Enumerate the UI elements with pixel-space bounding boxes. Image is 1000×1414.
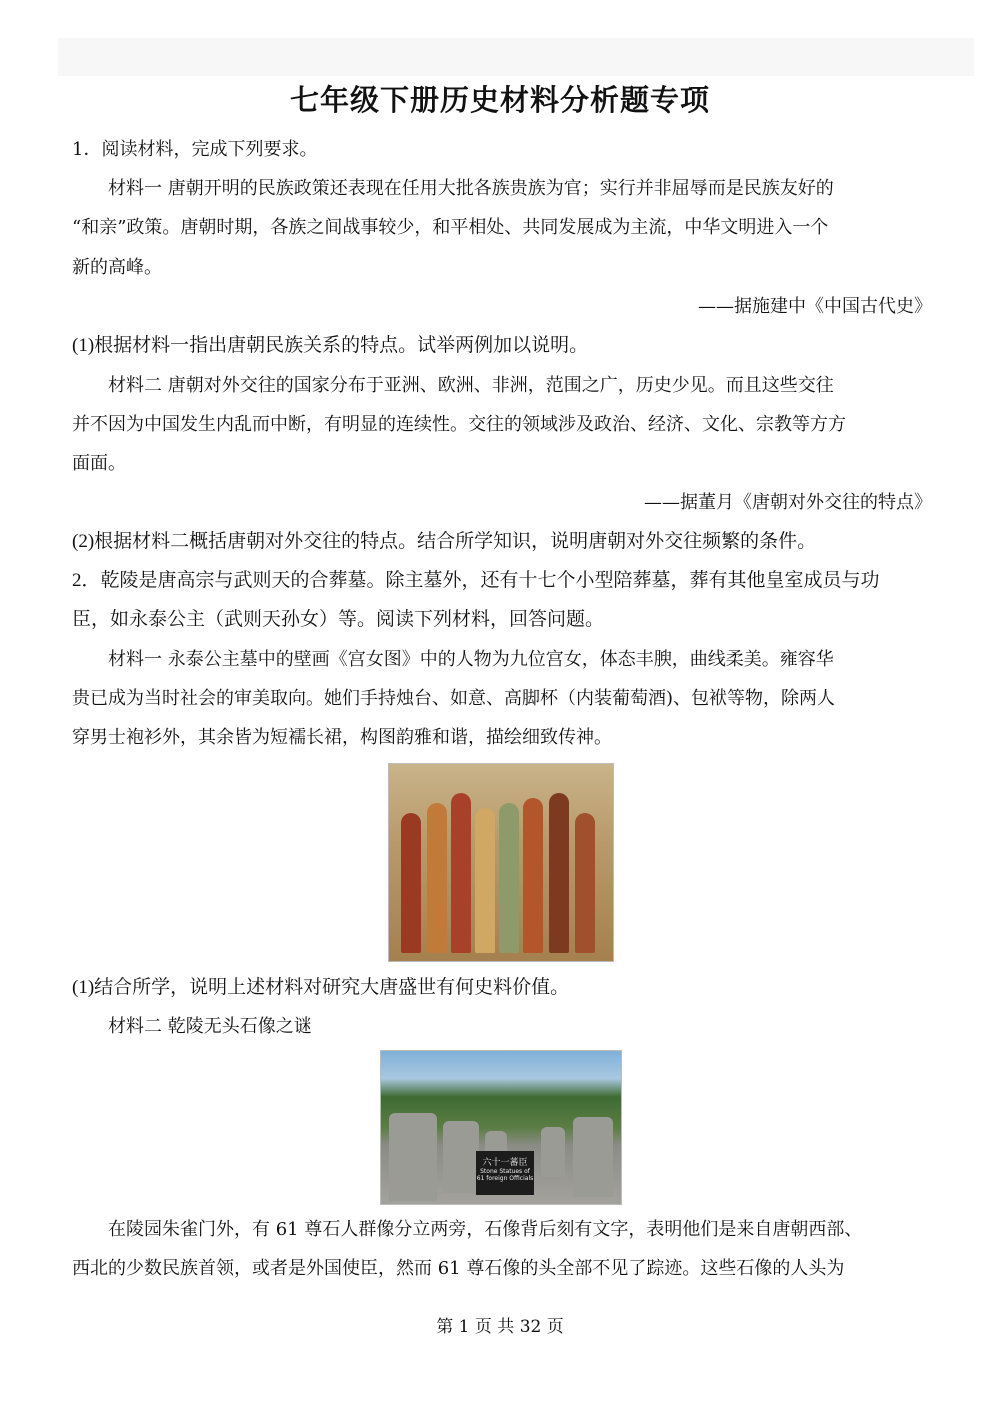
q2-material2-line: 在陵园朱雀门外，有 61 尊石人群像分立两旁，石像背后刻有文字，表明他们是来自唐朝西部、 [108, 1219, 863, 1240]
q1-source1: ——据施建中《中国古代史》 [698, 296, 932, 317]
statue-sign [476, 1151, 534, 1195]
q1-stem: 1．阅读材料，完成下列要求。 [72, 139, 318, 160]
q2-material2-title: 材料二 乾陵无头石像之谜 [108, 1016, 312, 1037]
q1-material1-line: 新的高峰。 [72, 257, 162, 278]
q2-stem-line: 臣，如永泰公主（武则天孙女）等。阅读下列材料，回答问题。 [72, 609, 605, 630]
q1-material1-line: 材料一 唐朝开明的民族政策还表现在任用大批各族贵族为官；实行并非屈辱而是民族友好的 [108, 178, 834, 199]
q2-material1-line: 贵已成为当时社会的审美取向。她们手持烛台、如意、高脚杯（内装葡萄酒)、包袱等物，除两人 [72, 688, 836, 709]
sign-caption: Stone Statues of [480, 1168, 530, 1175]
palace-maids-mural-image [388, 763, 614, 962]
q2-material1-line: 穿男士袍衫外，其余皆为短襦长裙，构图韵雅和谐，描绘细致传神。 [72, 727, 612, 748]
q2-stem-line: 2．乾陵是唐高宗与武则天的合葬墓。除主墓外，还有十七个小型陪葬墓，葬有其他皇室成员与功 [72, 570, 880, 591]
q1-sub2: (2)根据材料二概括唐朝对外交往的特点。结合所学知识，说明唐朝对外交往频繁的条件。 [72, 531, 817, 552]
q2-sub1: (1)结合所学，说明上述材料对研究大唐盛世有何史料价值。 [72, 977, 570, 998]
q1-material2-line: 面面。 [72, 453, 126, 474]
q1-sub1: (1)根据材料一指出唐朝民族关系的特点。试举两例加以说明。 [72, 335, 589, 356]
headless-statues-photo [380, 1050, 622, 1205]
sign-title: 六十一蕃臣 [482, 1158, 528, 1168]
page-number: 第 1 页 共 32 页 [436, 1317, 564, 1337]
q2-material1-line: 材料一 永泰公主墓中的壁画《宫女图》中的人物为九位宫女，体态丰腴，曲线柔美。雍容华 [108, 649, 834, 670]
q1-source2: ——据董月《唐朝对外交往的特点》 [644, 492, 932, 513]
page-title: 七年级下册历史材料分析题专项 [289, 83, 710, 117]
sign-caption: 61 foreign Officials [476, 1175, 534, 1182]
q1-material2-line: 材料二 唐朝对外交往的国家分布于亚洲、欧洲、非洲，范围之广，历史少见。而且这些交往 [108, 375, 834, 396]
q1-material2-line: 并不因为中国发生内乱而中断，有明显的连续性。交往的领域涉及政治、经济、文化、宗教等方方 [72, 414, 846, 435]
q1-material1-line: “和亲”政策。唐朝时期，各族之间战事较少，和平相处、共同发展成为主流，中华文明进入一个 [72, 217, 829, 238]
q2-material2-line: 西北的少数民族首领，或者是外国使臣，然而 61 尊石像的头全部不见了踪迹。这些石像的人头为 [72, 1258, 845, 1279]
header-band [58, 38, 974, 76]
